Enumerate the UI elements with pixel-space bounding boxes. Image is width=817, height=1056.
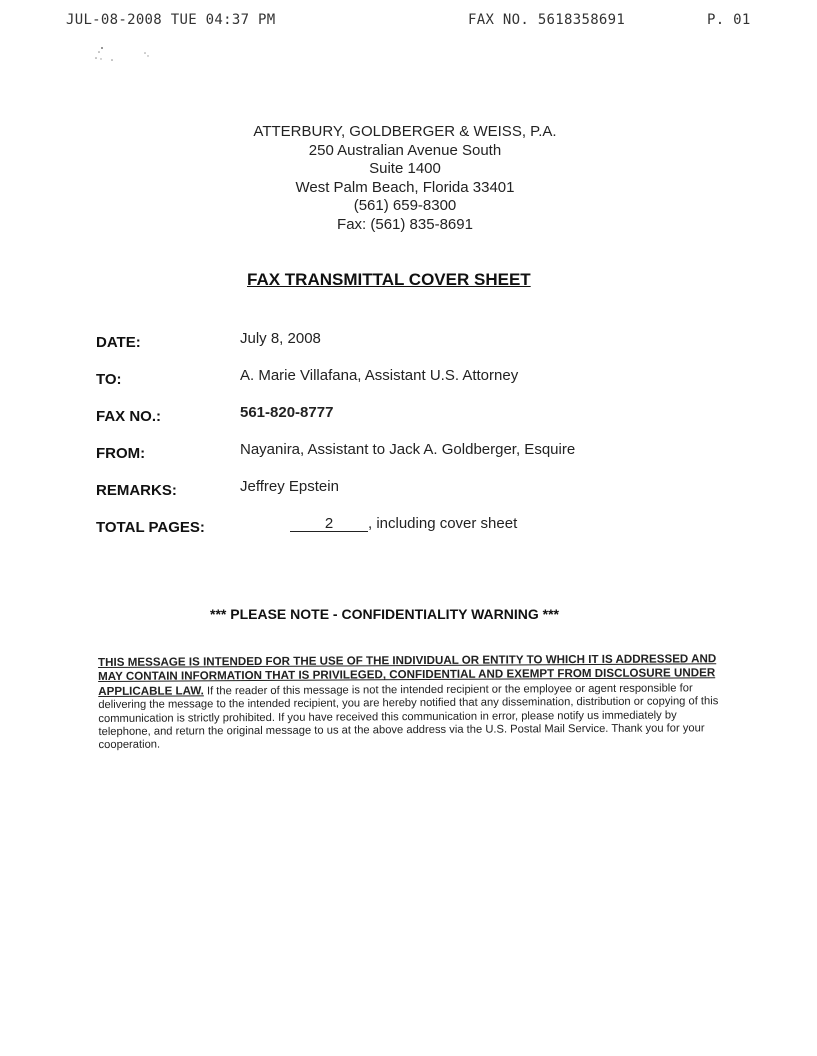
firm-city: West Palm Beach, Florida 33401 (295, 178, 515, 196)
fax-no-value: 561-820-8777 (240, 404, 334, 421)
total-pages-label: TOTAL PAGES: (96, 519, 205, 536)
date-label: DATE: (96, 334, 141, 351)
letterhead (200, 123, 610, 234)
total-pages-count: 2 (290, 516, 368, 532)
notice-emphasis: THIS MESSAGE IS INTENDED FOR THE USE OF THE INDIVIDUAL OR ENTITY TO WHICH IT IS ADDRESSED AND MAY CONTAIN INFORMATION THAT IS PRIVILEGED, CONFIDENTIAL AND EXEMPT FROM DISCLOSURE UNDER APPLICABLE LAW. (98, 652, 717, 698)
firm-street: 250 Australian Avenue South (308, 141, 502, 159)
firm-name: ATTERBURY, GOLDBERGER & WEISS, P.A. (253, 123, 557, 140)
fax-datetime: JUL-08-2008 TUE 04:37 PM (66, 12, 276, 28)
date-value: July 8, 2008 (240, 330, 321, 347)
total-pages-suffix: , including cover sheet (368, 515, 518, 532)
notice-body: If the reader of this message is not the intended recipient or the employee or agent responsible for delivering the message to the intended recipient, you are hereby notified that any dissemination, distribution or copying of this communication is strictly prohibited. If you have received this communication in error, please notify us immediately by telephone, and return the original message to us at the above address via the U.S. Postal Mail Service. Thank you for your cooperation. (98, 682, 719, 752)
confidentiality-warning-title: *** PLEASE NOTE - CONFIDENTIALITY WARNING *** (210, 606, 559, 622)
total-pages-value (290, 515, 517, 532)
fax-transmission-header (0, 12, 817, 34)
firm-phone: (561) 659-8300 (353, 197, 457, 214)
firm-fax: Fax: (561) 835-8691 (337, 215, 473, 233)
remarks-value: Jeffrey Epstein (240, 478, 339, 495)
fax-sender-number: FAX NO. 5618358691 (468, 12, 626, 28)
remarks-label: REMARKS: (96, 482, 177, 499)
fax-no-label: FAX NO.: (96, 408, 162, 425)
from-value: Nayanira, Assistant to Jack A. Goldberger, Esquire (240, 441, 576, 458)
confidentiality-notice (98, 652, 723, 753)
scan-specks (93, 45, 153, 65)
firm-suite: Suite 1400 (369, 160, 441, 177)
page-title: FAX TRANSMITTAL COVER SHEET (247, 270, 531, 289)
fax-page-number: P. 01 (707, 12, 751, 28)
to-label: TO: (96, 371, 122, 388)
from-label: FROM: (96, 445, 146, 462)
to-value: A. Marie Villafana, Assistant U.S. Attorney (240, 367, 519, 384)
